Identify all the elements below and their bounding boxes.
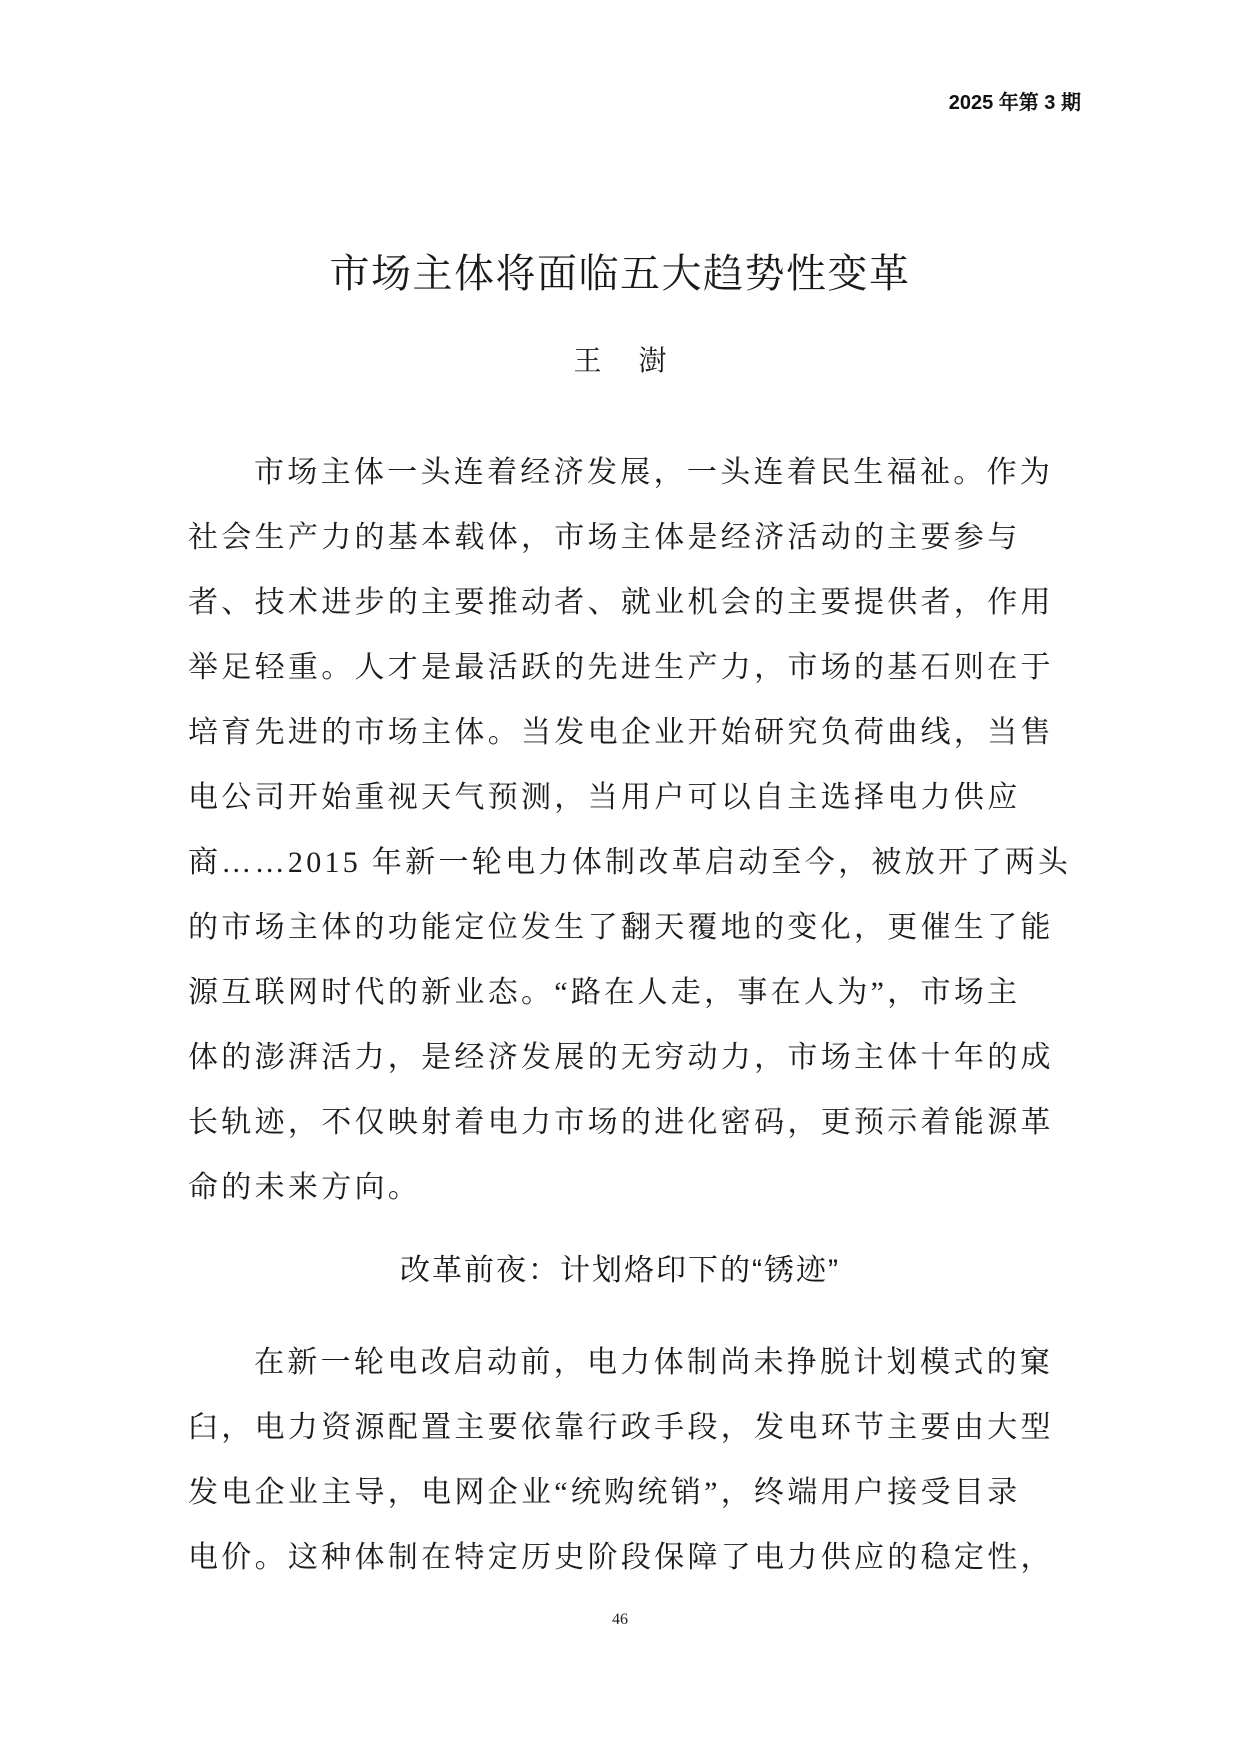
paragraph-line: 源互联网时代的新业态。“路在人走，事在人为”，市场主 bbox=[188, 976, 1021, 1009]
issue-label: 2025 年第 3 期 bbox=[948, 92, 1081, 114]
page-number: 46 bbox=[612, 1611, 628, 1628]
paragraph-line: 在新一轮电改启动前，电力体制尚未挣脱计划模式的窠 bbox=[254, 1346, 1054, 1379]
paragraph-1 bbox=[188, 440, 1072, 1220]
paragraph-line: 电价。这种体制在特定历史阶段保障了电力供应的稳定性， bbox=[188, 1541, 1054, 1574]
paragraph-line: 者、技术进步的主要推动者、就业机会的主要提供者，作用 bbox=[188, 586, 1054, 619]
paragraph-line: 命的未来方向。 bbox=[188, 1171, 422, 1204]
paragraph-line: 市场主体一头连着经济发展，一头连着民生福祉。作为 bbox=[254, 456, 1054, 489]
paragraph-line: 长轨迹，不仅映射着电力市场的进化密码，更预示着能源革 bbox=[188, 1106, 1054, 1139]
paragraph-line: 臼，电力资源配置主要依靠行政手段，发电环节主要由大型 bbox=[188, 1411, 1054, 1444]
article-author: 王 澍 bbox=[573, 346, 667, 377]
paragraph-line: 的市场主体的功能定位发生了翻天覆地的变化，更催生了能 bbox=[188, 911, 1054, 944]
paragraph-line: 举足轻重。人才是最活跃的先进生产力，市场的基石则在于 bbox=[188, 651, 1054, 684]
paragraph-line: 培育先进的市场主体。当发电企业开始研究负荷曲线，当售 bbox=[188, 716, 1054, 749]
paragraph-line: 体的澎湃活力，是经济发展的无穷动力，市场主体十年的成 bbox=[188, 1041, 1054, 1074]
paragraph-line: 商……2015 年新一轮电力体制改革启动至今，被放开了两头 bbox=[188, 846, 1072, 879]
paragraph-line: 发电企业主导，电网企业“统购统销”，终端用户接受目录 bbox=[188, 1476, 1021, 1509]
section-heading: 改革前夜：计划烙印下的“锈迹” bbox=[400, 1254, 840, 1287]
paragraph-2 bbox=[188, 1330, 1054, 1590]
paragraph-line: 社会生产力的基本载体，市场主体是经济活动的主要参与 bbox=[188, 521, 1021, 554]
paragraph-line: 电公司开始重视天气预测，当用户可以自主选择电力供应 bbox=[188, 781, 1021, 814]
article-title: 市场主体将面临五大趋势性变革 bbox=[329, 252, 911, 296]
